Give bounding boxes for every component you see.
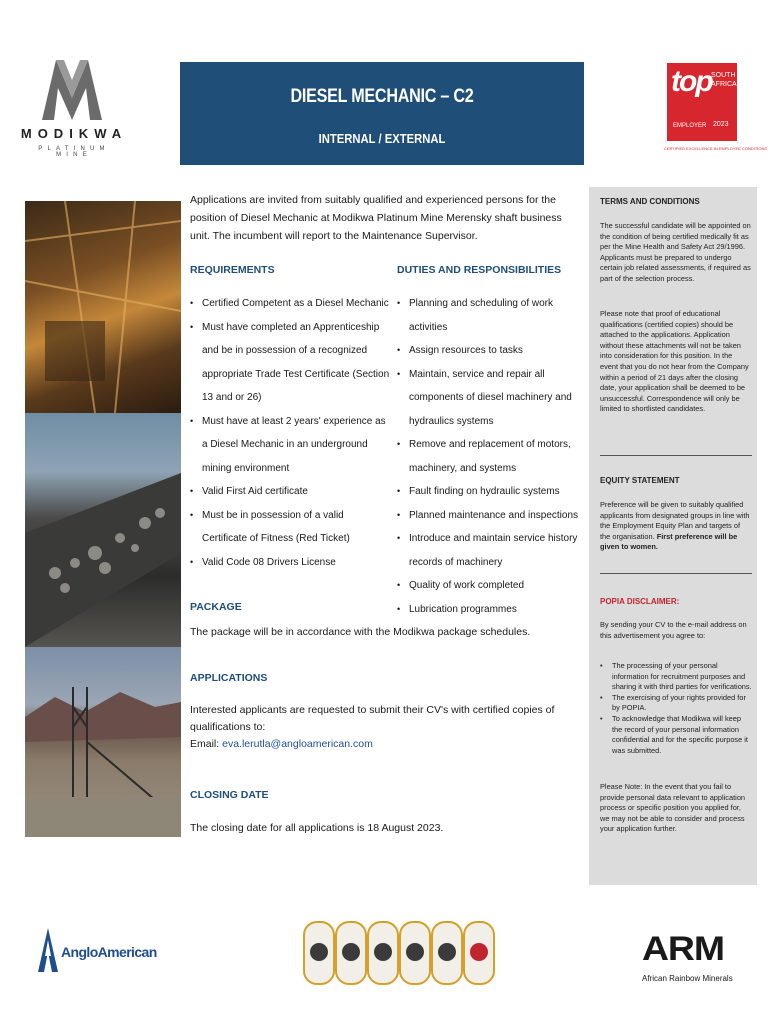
arm-full-name: African Rainbow Minerals: [642, 974, 733, 983]
top-employer-label: EMPLOYER: [673, 123, 707, 129]
equity-heading: EQUITY STATEMENT: [600, 476, 680, 485]
list-item: • Fault finding on hydraulic systems: [397, 480, 587, 504]
list-item: • Assign resources to tasks: [397, 339, 587, 363]
value-badge-icon: [463, 921, 495, 985]
list-item: • Maintain, service and repair all components of diesel machinery and hydraulics systems: [397, 363, 587, 434]
top-employer-logo: [667, 63, 737, 141]
popia-intro: By sending your CV to the e-mail address on this advertisement you agree to:: [600, 620, 747, 640]
terms-paragraph-1: The successful candidate will be appointed on the condition of being certified medically fit as per the Mine Health and Safety Act 29/1996. Applicants must be prepared to undergo certain job related assessments, if required as part of the selection process.: [600, 221, 751, 283]
applications-email-line: [190, 736, 582, 753]
divider: [600, 455, 752, 456]
value-badge-icon: [367, 921, 399, 985]
equity-text: Preference will be given to suitably qualified applicants from designated groups in line with the Employment Equity Plan and targets of the organisation. First preference will be given to women.: [600, 500, 750, 552]
closing-text: The closing date for all applications is 18 August 2023.: [190, 822, 444, 834]
arm-logo: [640, 930, 733, 990]
arm-mark: ARM: [642, 930, 724, 968]
list-item: • Certified Competent as a Diesel Mechanic: [190, 292, 390, 316]
popia-list: [600, 661, 752, 756]
anglo-american-logo: [36, 926, 157, 976]
header-banner: [180, 62, 584, 165]
package-heading: PACKAGE: [190, 601, 242, 613]
modikwa-logo: [18, 58, 128, 162]
conveyor-photo: [25, 413, 181, 647]
terms-heading: TERMS AND CONDITIONS: [600, 197, 700, 206]
popia-note: Please Note: In the event that you fail to provide personal data relevant to application process or specific position you applied for, we may not be able to consider and process your application further.: [600, 782, 746, 834]
list-item: • To acknowledge that Modikwa will keep the record of your personal information confidential and for the specific purpose it was submitted.: [600, 714, 752, 756]
equity-preference: First preference will be given to women.: [600, 531, 738, 552]
list-item: • The processing of your personal information for recruitment purposes and sharing it with third parties for verifications.: [600, 661, 752, 693]
anglo-american-mark-icon: [36, 926, 60, 974]
duties-heading: DUTIES AND RESPONSIBILITIES: [397, 264, 562, 276]
list-item: • Quality of work completed: [397, 574, 587, 598]
job-subtitle: INTERNAL / EXTERNAL: [318, 132, 446, 146]
company-name: MODIKWA: [20, 126, 128, 141]
list-item: • Valid First Aid certificate: [190, 480, 390, 504]
value-badge-icon: [335, 921, 367, 985]
top-employer-year: 2023: [713, 121, 729, 128]
list-item: • Must have at least 2 years' experience as a Diesel Mechanic in an underground mining environment: [190, 410, 390, 481]
list-item: • Remove and replacement of motors, machinery, and systems: [397, 433, 587, 480]
list-item: • The exercising of your rights provided for by POPIA.: [600, 693, 752, 714]
intro-paragraph: Applications are invited from suitably qualified and experienced persons for the position of Diesel Mechanic at Modikwa Platinum Mine Merensky shaft business unit. The incumbent will report to the Maintenance Supervisor.: [190, 194, 562, 242]
list-item: • Lubrication programmes: [397, 598, 587, 622]
modikwa-mark-icon: [40, 58, 104, 122]
requirements-heading: REQUIREMENTS: [190, 264, 275, 276]
email-label: Email:: [190, 738, 220, 750]
applications-heading: APPLICATIONS: [190, 672, 268, 684]
email-link[interactable]: eva.lerutla@angloamerican.com: [222, 738, 373, 750]
list-item: • Planning and scheduling of work activities: [397, 292, 587, 339]
top-employer-mark: top: [671, 65, 712, 98]
value-badge-icon: [399, 921, 431, 985]
package-text: The package will be in accordance with the Modikwa package schedules.: [190, 626, 531, 638]
list-item: • Must have completed an Apprenticeship and be in possession of a recognized appropriate Trade Test Certificate (Section 13 and or 26): [190, 316, 390, 410]
terms-paragraph-2: Please note that proof of educational qualifications (certified copies) should be attached to the applications. Application without these attachments will not be taken into consideration for this position. In the event that you do not hear from the Company within a period of 21 days after the closing date, your application shall be deemed to be unsuccessful. Correspondence will only be limited to shortlisted candidates.: [600, 309, 749, 414]
popia-heading: POPIA DISCLAIMER:: [600, 597, 680, 606]
divider: [600, 573, 752, 574]
duties-list: [397, 292, 587, 621]
plant-photo: [25, 647, 181, 837]
list-item: • Planned maintenance and inspections: [397, 504, 587, 528]
requirements-list: [190, 292, 390, 574]
workshop-photo: [25, 201, 181, 413]
applications-text: Interested applicants are requested to submit their CV's with certified copies of qualifications to:: [190, 704, 555, 733]
top-employer-region: SOUTH AFRICA: [711, 72, 737, 88]
value-badge-icon: [303, 921, 335, 985]
list-item: • Introduce and maintain service history records of machinery: [397, 527, 587, 574]
anglo-american-name: AngloAmerican: [61, 944, 157, 960]
company-subtitle: PLATINUM MINE: [38, 146, 110, 158]
list-item: • Valid Code 08 Drivers License: [190, 551, 390, 575]
closing-heading: CLOSING DATE: [190, 789, 269, 801]
value-badge-icon: [431, 921, 463, 985]
terms-side-panel: [589, 187, 757, 885]
list-item: • Must be in possession of a valid Certificate of Fitness (Red Ticket): [190, 504, 390, 551]
values-badges: [303, 921, 483, 985]
top-employer-certificate: CERTIFIED EXCELLENCE IN EMPLOYEE CONDITIONS: [664, 146, 768, 151]
job-title: DIESEL MECHANIC – C2: [290, 86, 474, 107]
